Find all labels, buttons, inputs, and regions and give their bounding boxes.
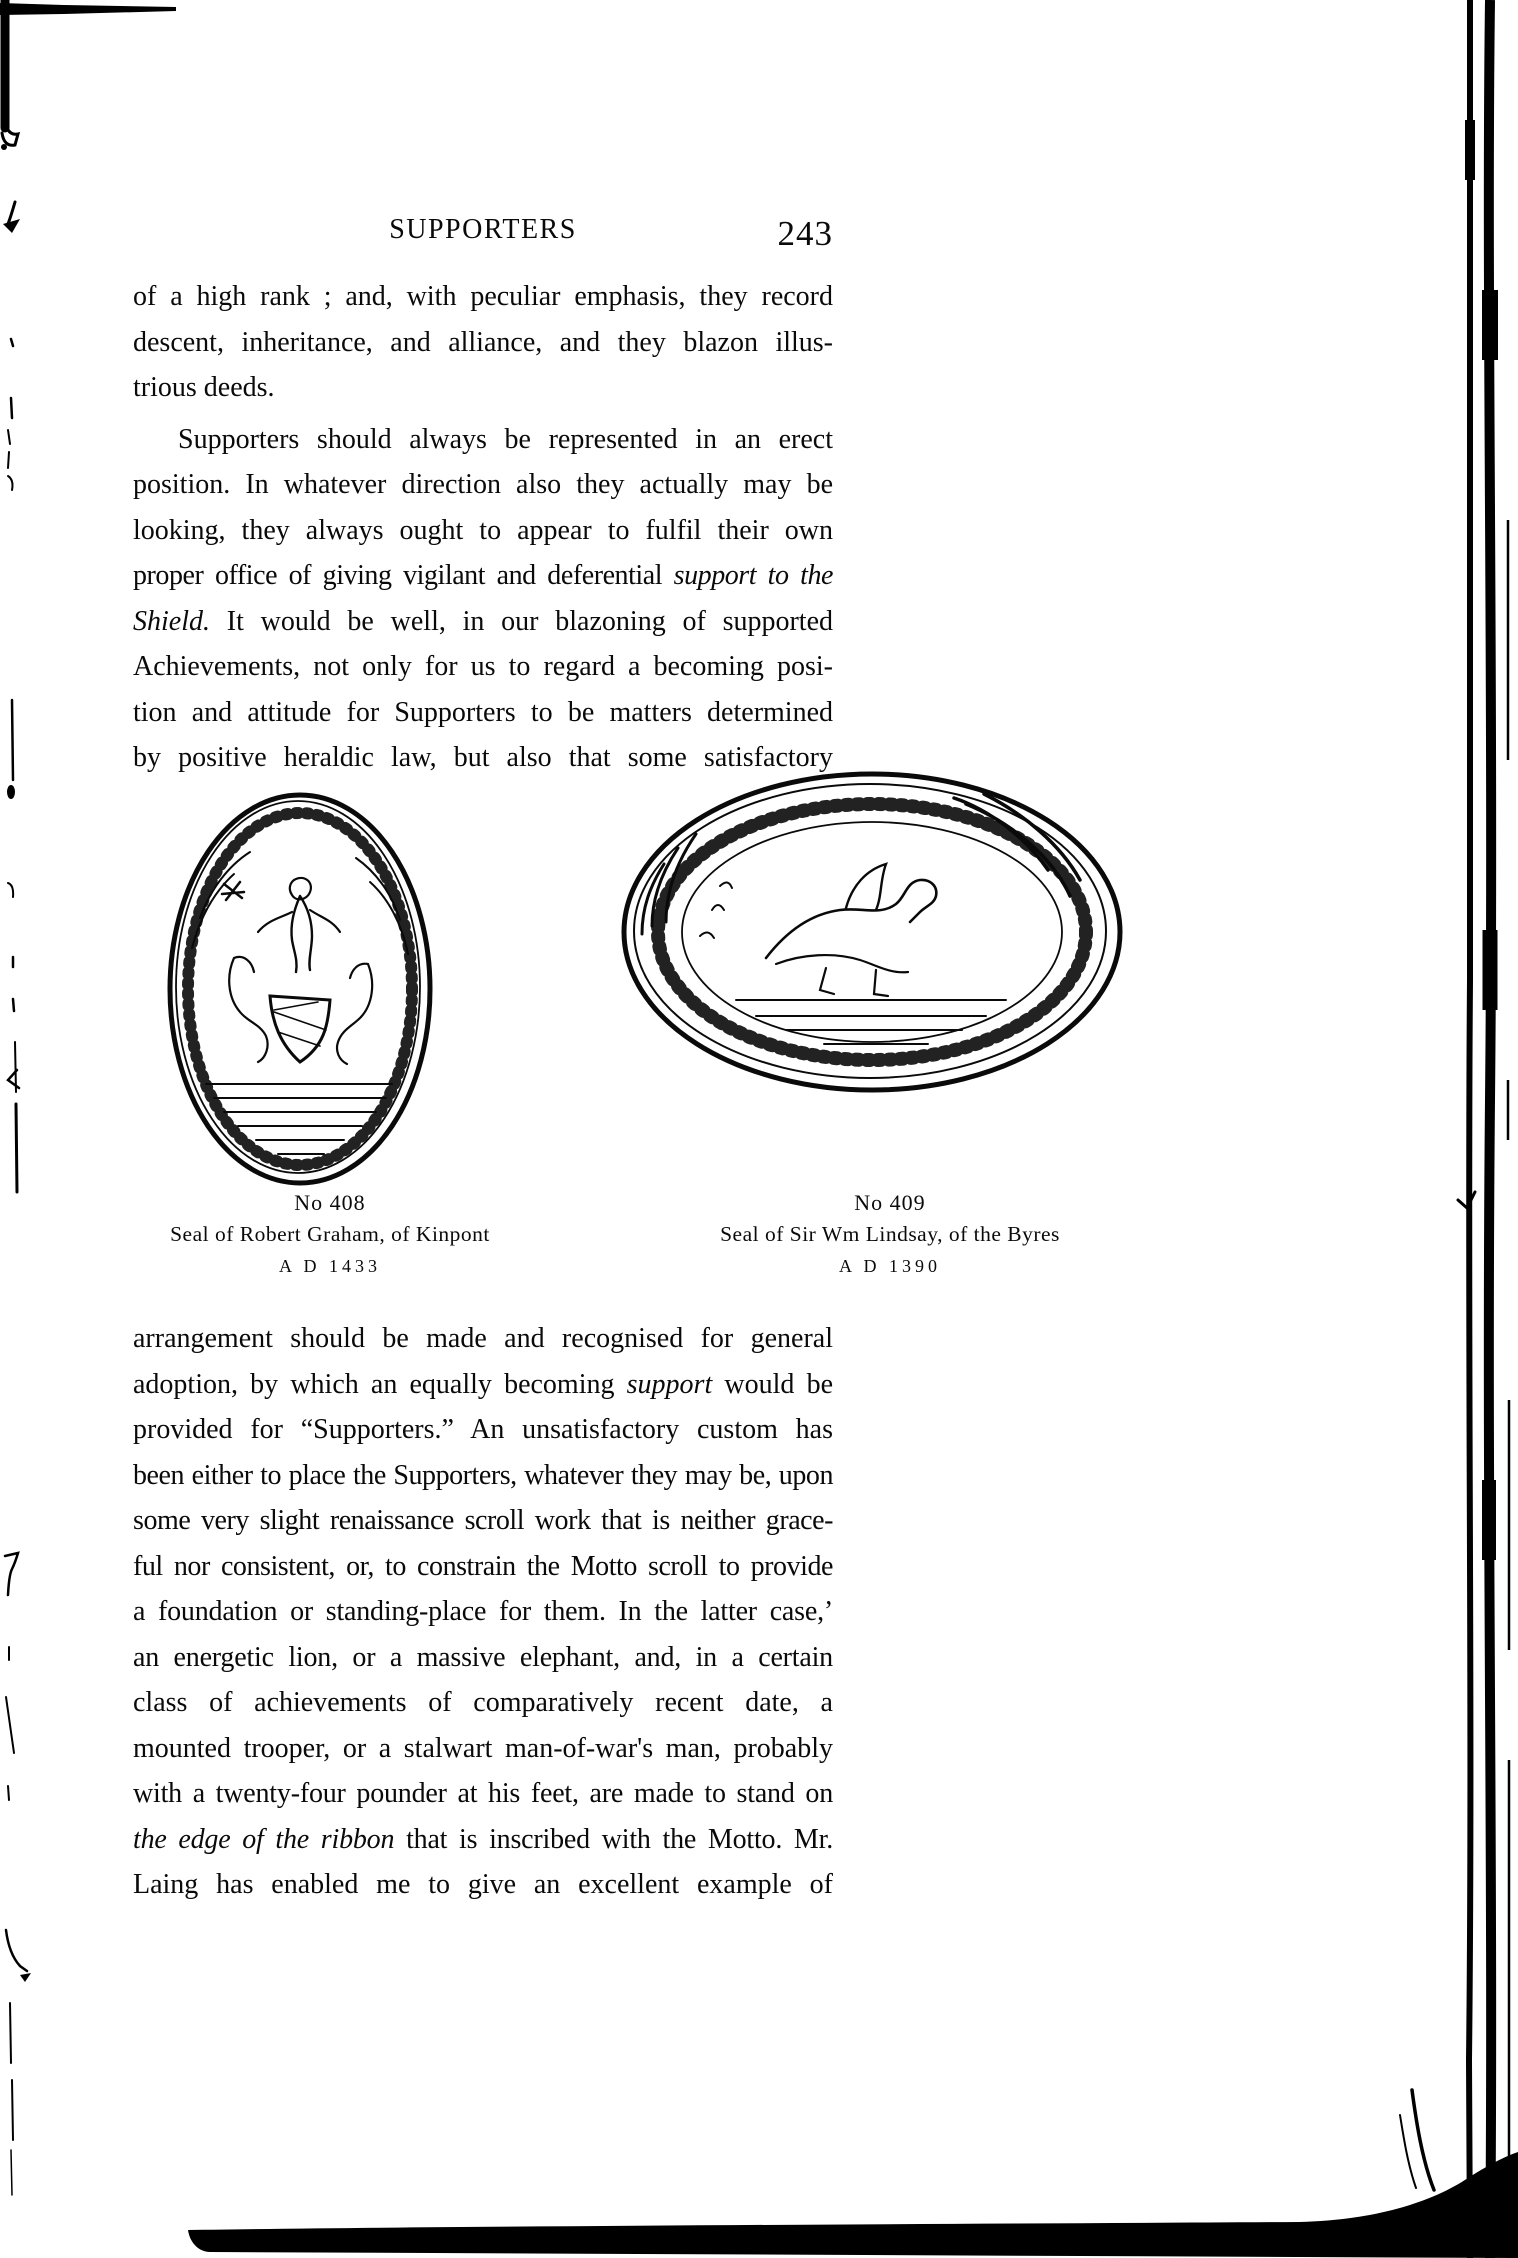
- text-segment: with a twenty-four pounder at his feet, are made to stand on: [133, 1778, 833, 1809]
- text-segment: been either to place the Supporters, whatever they may be, upon: [133, 1459, 833, 1491]
- scan-artifact-bottom-bar: [150, 2060, 1518, 2258]
- text-segment: Laing has enabled me to give an excellent example of: [133, 1869, 833, 1900]
- text-segment: trious deeds.: [133, 372, 275, 403]
- text-line: [133, 1362, 833, 1408]
- text-segment: a foundation or standing-place for them. In the latter case,’: [133, 1596, 833, 1627]
- text-segment: ful nor consistent, or, to constrain the Motto scroll to provide: [133, 1550, 833, 1582]
- text-segment: adoption, by which an equally becoming: [133, 1368, 627, 1400]
- text-segment: It would be well, in our blazoning of supported: [210, 605, 833, 637]
- text-line: [133, 1544, 833, 1590]
- text-segment: an energetic lion, or a massive elephant, and, in a certain: [133, 1641, 833, 1673]
- text-segment: that is inscribed with the Motto. Mr.: [394, 1823, 833, 1855]
- text-line: [133, 1635, 833, 1681]
- figure-number: No 409: [854, 1190, 926, 1215]
- paragraph: [133, 274, 833, 411]
- seal-engraving-409: [616, 768, 1132, 1104]
- text-segment: would be: [712, 1368, 833, 1400]
- text-segment: support: [626, 1368, 713, 1400]
- text-segment: class of achievements of comparatively recent date, a: [133, 1687, 833, 1718]
- text-block-lower: [133, 1316, 833, 1908]
- text-segment: Supporters should always be represented in an erect: [178, 423, 833, 455]
- text-line: [133, 1726, 833, 1772]
- text-line: [133, 1771, 833, 1817]
- text-line: [133, 1453, 833, 1499]
- text-segment: some very slight renaissance scroll work that is neither grace-: [133, 1505, 833, 1536]
- text-line: [133, 1589, 833, 1635]
- figure-title: Seal of Sir Wm Lindsay, of the Byres: [720, 1222, 1060, 1246]
- figure-caption-409: [640, 1190, 1140, 1277]
- text-line: [133, 274, 833, 320]
- page-heading: SUPPORTERS: [389, 214, 577, 245]
- text-line: [133, 1498, 833, 1544]
- seal-engraving-408: [162, 788, 438, 1190]
- figure-title: Seal of Robert Graham, of Kinpont: [170, 1222, 490, 1246]
- text-line: [133, 462, 833, 508]
- text-segment: tion and attitude for Supporters to be matters determined: [133, 696, 833, 728]
- text-segment: position. In whatever direction also they actually may be: [133, 469, 833, 500]
- text-line: [133, 365, 833, 411]
- text-segment: proper office of giving vigilant and deferential: [133, 560, 674, 591]
- text-line: [133, 1407, 833, 1453]
- text-segment: of a high rank ; and, with peculiar emphasis, they record: [133, 281, 833, 312]
- text-line: [133, 320, 833, 366]
- text-segment: support to the: [673, 560, 833, 591]
- text-line: [133, 1316, 833, 1362]
- text-line: [133, 1862, 833, 1908]
- text-line: [133, 644, 833, 690]
- text-segment: looking, they always ought to appear to fulfil their own: [133, 514, 833, 546]
- text-line: [133, 690, 833, 736]
- paragraph: [133, 417, 833, 781]
- figure-number: No 408: [294, 1190, 366, 1215]
- text-line: [133, 1680, 833, 1726]
- figure-date: A D 1390: [838, 1256, 941, 1276]
- text-segment: Achievements, not only for us to regard a becoming posi-: [133, 651, 833, 682]
- text-line: [133, 417, 833, 463]
- text-segment: Shield.: [133, 605, 210, 637]
- text-segment: arrangement should be made and recognised for general: [133, 1323, 833, 1354]
- scan-artifact-binding-band: [1440, 0, 1518, 2258]
- figure-date: A D 1433: [278, 1256, 381, 1276]
- text-block-upper: [133, 274, 833, 781]
- paragraph: [133, 1316, 833, 1908]
- text-line: [133, 553, 833, 599]
- text-segment: mounted trooper, or a stalwart man-of-war's man, probably: [133, 1732, 833, 1764]
- text-segment: the edge of the ribbon: [133, 1823, 395, 1855]
- text-line: [133, 1817, 833, 1863]
- text-line: [133, 508, 833, 554]
- text-segment: descent, inheritance, and alliance, and they blazon illus-: [133, 326, 833, 358]
- page-number: 243: [777, 214, 833, 253]
- text-segment: by positive heraldic law, but also that some satisfactory: [133, 742, 833, 773]
- text-segment: provided for “Supporters.” An unsatisfactory custom has: [133, 1414, 833, 1445]
- text-line: [133, 599, 833, 645]
- figure-caption-408: [130, 1190, 530, 1277]
